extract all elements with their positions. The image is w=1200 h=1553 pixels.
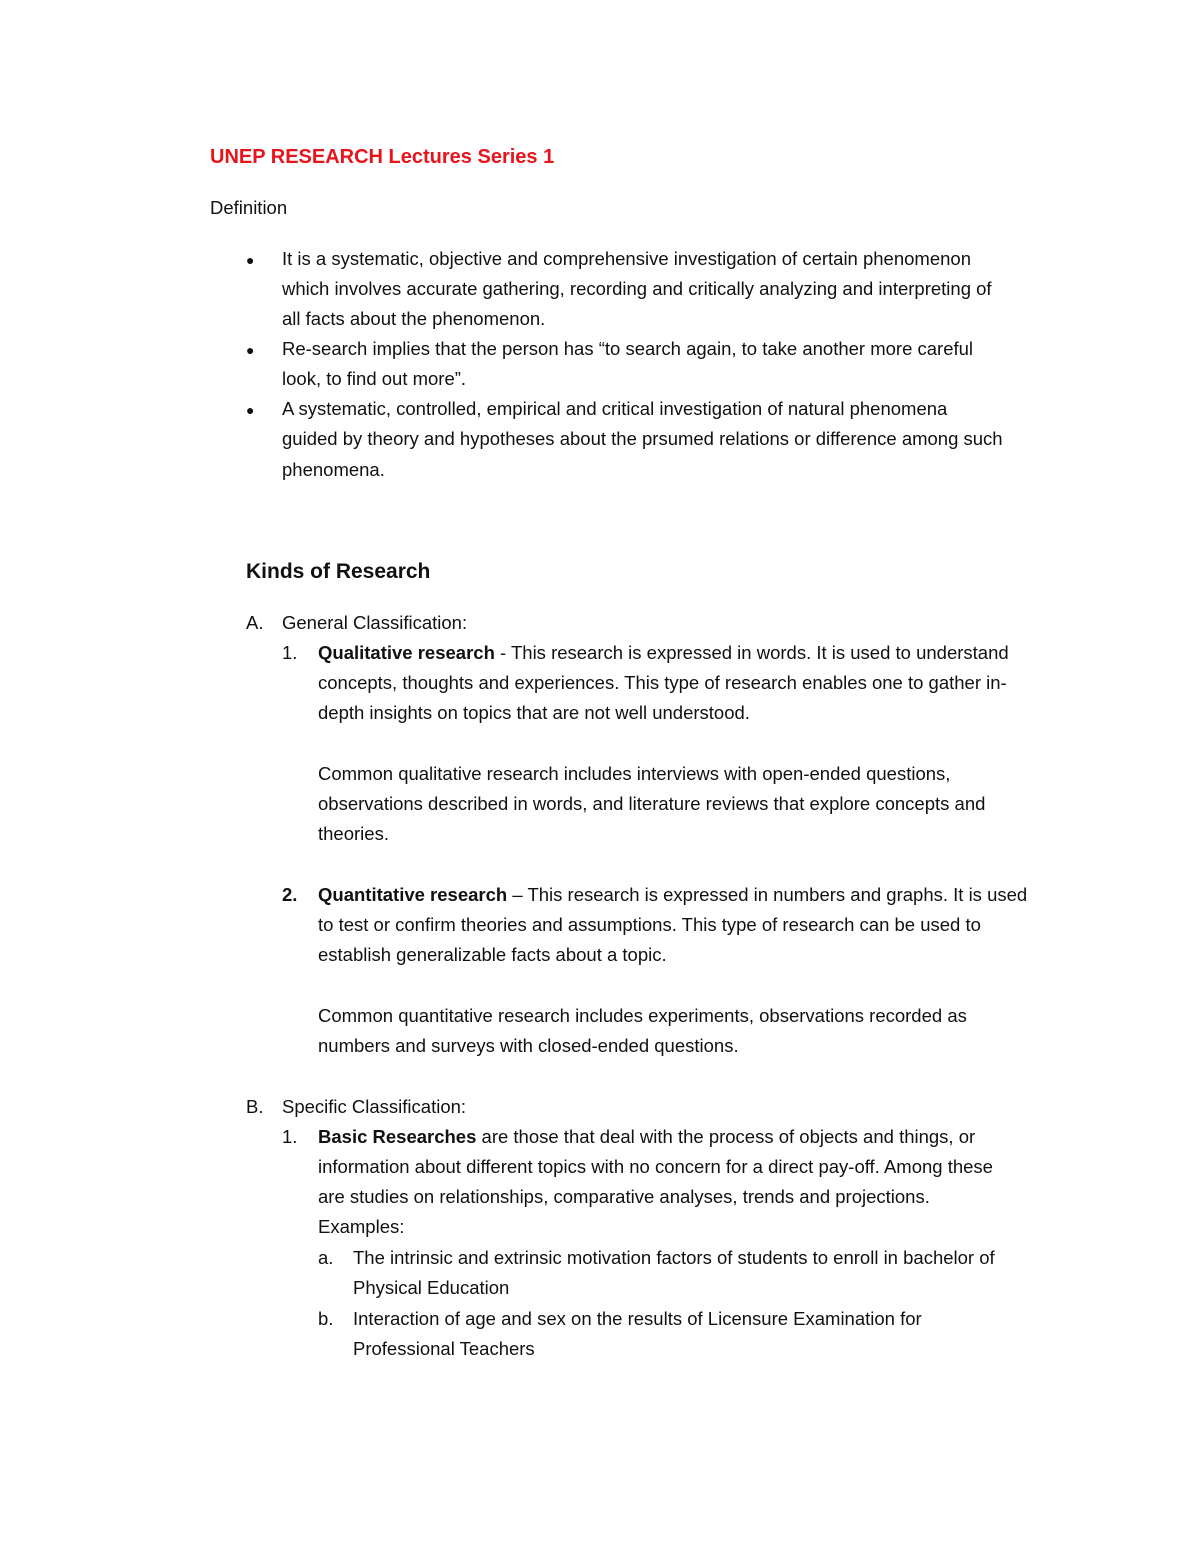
- item-line: information about different topics with no concern for a direct pay-off. Among these: [318, 1156, 993, 1177]
- item-line: are studies on relationships, comparative analyses, trends and projections.: [318, 1186, 930, 1207]
- item-text: - This research is expressed in words. It is used to understand: [494, 642, 1009, 663]
- bullet-icon: ●: [246, 252, 255, 268]
- bullet-line: It is a systematic, objective and comprehensive investigation of certain phenomenon: [282, 248, 971, 269]
- bullet-icon: ●: [246, 342, 255, 358]
- item-note-line: Common qualitative research includes interviews with open-ended questions,: [318, 763, 951, 784]
- example-line: The intrinsic and extrinsic motivation factors of students to enroll in bachelor of: [353, 1247, 995, 1268]
- example-line: Physical Education: [353, 1277, 510, 1298]
- item-text: are those that deal with the process of objects and things, or: [476, 1126, 976, 1147]
- bullet-line: phenomena.: [282, 459, 385, 480]
- item-first-line: [318, 1122, 975, 1152]
- item-number: 2.: [282, 884, 298, 905]
- item-line: to test or confirm theories and assumptions. This type of research can be used to: [318, 914, 981, 935]
- bullet-icon: ●: [246, 402, 255, 418]
- item-note-line: numbers and surveys with closed-ended questions.: [318, 1035, 739, 1056]
- item-note-line: Common quantitative research includes experiments, observations recorded as: [318, 1005, 967, 1026]
- item-term: Qualitative research: [318, 642, 495, 663]
- classification-label: General Classification:: [282, 612, 468, 633]
- item-number: 1.: [282, 1126, 298, 1147]
- item-line: depth insights on topics that are not well understood.: [318, 702, 750, 723]
- bullet-line: Re-search implies that the person has “to search again, to take another more careful: [282, 338, 974, 359]
- list-marker: A.: [246, 612, 264, 633]
- item-number: 1.: [282, 642, 298, 663]
- kinds-heading: Kinds of Research: [246, 560, 431, 583]
- item-line: concepts, thoughts and experiences. This type of research enables one to gather in-: [318, 672, 1007, 693]
- item-text: – This research is expressed in numbers and graphs. It is used: [507, 884, 1028, 905]
- item-term: Basic Researches: [318, 1126, 477, 1147]
- list-marker: B.: [246, 1096, 264, 1117]
- classification-label: Specific Classification:: [282, 1096, 467, 1117]
- document-title: UNEP RESEARCH Lectures Series 1: [210, 146, 555, 168]
- bullet-line: look, to find out more”.: [282, 368, 467, 389]
- item-line: establish generalizable facts about a topic.: [318, 944, 667, 965]
- bullet-line: all facts about the phenomenon.: [282, 308, 546, 329]
- definition-heading: Definition: [210, 197, 288, 218]
- item-first-line: [318, 638, 1009, 668]
- item-term: Quantitative research: [318, 884, 508, 905]
- example-line: Professional Teachers: [353, 1338, 535, 1359]
- example-marker: b.: [318, 1308, 334, 1329]
- example-marker: a.: [318, 1247, 334, 1268]
- example-line: Interaction of age and sex on the results of Licensure Examination for: [353, 1308, 922, 1329]
- item-note-line: theories.: [318, 823, 389, 844]
- examples-label: Examples:: [318, 1216, 405, 1237]
- item-first-line: [318, 880, 1027, 910]
- bullet-line: A systematic, controlled, empirical and critical investigation of natural phenomena: [282, 398, 948, 419]
- bullet-line: which involves accurate gathering, recording and critically analyzing and interpreting of: [282, 278, 992, 299]
- bullet-line: guided by theory and hypotheses about the prsumed relations or difference among such: [282, 428, 1003, 449]
- item-note-line: observations described in words, and literature reviews that explore concepts and: [318, 793, 986, 814]
